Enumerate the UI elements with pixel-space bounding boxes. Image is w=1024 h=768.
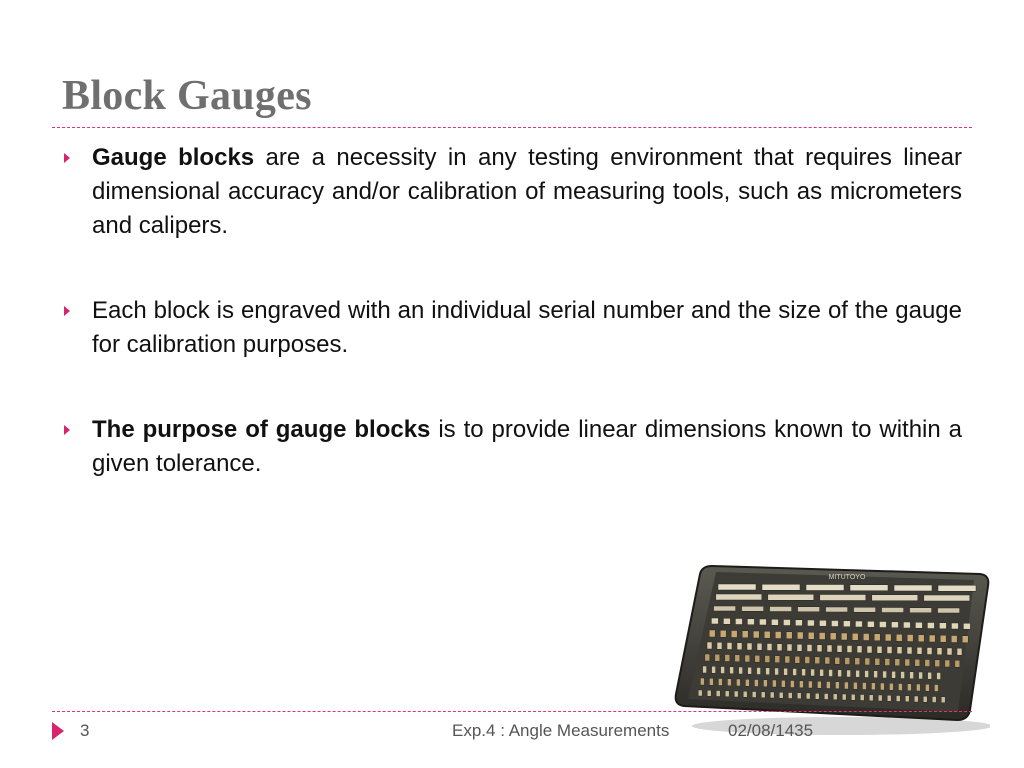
gauge-block: [811, 669, 815, 676]
bullet-arrow-icon: [64, 153, 70, 163]
gauge-block: [797, 693, 801, 699]
gauge-block: [757, 643, 762, 650]
gauge-block: [879, 622, 886, 628]
gauge-block: [875, 658, 880, 665]
bullet-item-purpose: [62, 413, 962, 481]
gauge-block: [867, 621, 874, 627]
gauge-block: [700, 678, 704, 685]
gauge-block: [907, 647, 912, 654]
gauge-block: [727, 643, 732, 650]
gauge-block: [714, 606, 736, 611]
gauge-block: [935, 660, 940, 667]
gauge-block: [717, 642, 722, 649]
gauge-block: [851, 694, 855, 700]
bullet-item-gauge-blocks: [62, 141, 962, 243]
footer-date: 02/08/1435: [728, 721, 814, 740]
gauge-block: [718, 584, 756, 590]
gauge-block: [742, 606, 764, 611]
gauge-block: [795, 656, 800, 663]
gauge-block: [923, 696, 927, 702]
slide-title: Block Gauges: [62, 73, 312, 119]
gauge-block: [830, 633, 836, 640]
gauge-block: [826, 682, 830, 689]
footer-title: Exp.4 : Angle Measurements: [452, 721, 670, 740]
gauge-block: [815, 657, 820, 664]
gauge-block: [878, 695, 882, 701]
gauge-block: [826, 607, 848, 612]
gauge-block: [711, 618, 718, 624]
gauge-block: [852, 633, 858, 640]
gauge-block: [787, 644, 792, 651]
gauge-block: [889, 683, 893, 690]
gauge-block: [867, 646, 872, 653]
gauge-block: [707, 690, 711, 696]
gauge-block: [765, 656, 770, 663]
gauge-block: [905, 696, 909, 702]
gauge-block: [723, 618, 730, 624]
gauge-block: [819, 633, 825, 640]
bullet-item-serial-number: [62, 294, 962, 362]
gauge-block: [817, 645, 822, 652]
gauge-block: [916, 684, 920, 691]
gauge-block: [847, 670, 851, 677]
gauge-block: [874, 671, 878, 678]
gauge-block: [855, 621, 862, 627]
gauge-block: [947, 648, 952, 655]
gauge-block: [829, 670, 833, 677]
gauge-block: [955, 660, 960, 667]
gauge-block: [797, 644, 802, 651]
gauge-block: [880, 683, 884, 690]
gauge-block: [759, 619, 766, 625]
gauge-block: [745, 679, 749, 686]
gauge-block: [748, 667, 752, 674]
gauge-block: [835, 657, 840, 664]
footer-divider: [52, 711, 972, 712]
gauge-block-set-photo: [672, 560, 990, 736]
gauge-block: [716, 594, 762, 600]
gauge-block: [772, 680, 776, 687]
gauge-block: [747, 643, 752, 650]
gauge-block: [705, 654, 710, 661]
gauge-block: [806, 693, 810, 699]
gauge-block: [897, 647, 902, 654]
gauge-block: [838, 670, 842, 677]
gauge-block: [815, 693, 819, 699]
gauge-block: [783, 620, 790, 626]
bullet-arrow-icon: [64, 425, 70, 435]
gauge-block: [775, 632, 781, 639]
gauge-block: [799, 681, 803, 688]
gauge-block: [707, 642, 712, 649]
gauge-block: [806, 585, 844, 591]
gauge-block: [770, 607, 792, 612]
gauge-block: [788, 693, 792, 699]
gauge-block: [808, 632, 814, 639]
gauge-block: [743, 691, 747, 697]
gauge-block: [793, 669, 797, 676]
gauge-block: [757, 668, 761, 675]
gauge-block: [865, 671, 869, 678]
gauge-block: [827, 645, 832, 652]
gauge-block: [905, 659, 910, 666]
gauge-block: [892, 671, 896, 678]
gauge-block: [775, 668, 779, 675]
gauge-block: [819, 620, 826, 626]
page-number: 3: [80, 721, 90, 740]
gauge-block: [735, 655, 740, 662]
gauge-block: [951, 636, 957, 643]
gauge-block: [764, 631, 770, 638]
gauge-block: [825, 657, 830, 664]
gauge-block: [869, 695, 873, 701]
gauge-block: [928, 672, 932, 679]
gauge-block: [847, 646, 852, 653]
gauge-block: [865, 658, 870, 665]
bullet-list: [62, 141, 962, 532]
gauge-block: [937, 673, 941, 680]
gauge-block: [807, 620, 814, 626]
gauge-block: [712, 666, 716, 673]
gauge-block: [766, 668, 770, 675]
gauge-block: [872, 595, 918, 601]
gauge-block: [753, 631, 759, 638]
gauge-block: [857, 646, 862, 653]
gauge-block: [883, 671, 887, 678]
gauge-block: [941, 697, 945, 703]
gauge-block: [739, 667, 743, 674]
gauge-block: [784, 668, 788, 675]
gauge-block: [874, 634, 880, 641]
gauge-block: [727, 679, 731, 686]
gauge-block: [945, 660, 950, 667]
gauge-block: [885, 634, 891, 641]
gauge-block: [698, 690, 702, 696]
gauge-block: [887, 647, 892, 654]
gauge-block: [761, 692, 765, 698]
gauge-block: [915, 622, 922, 628]
case-brand-label: MITUTOYO: [828, 574, 866, 581]
gauge-block: [786, 632, 792, 639]
bullet-text: Each block is engraved with an individual serial number and the size of the gauge for calibration purposes.: [92, 297, 962, 358]
gauge-block: [718, 679, 722, 686]
gauge-block: [730, 667, 734, 674]
gauge-block: [885, 659, 890, 666]
gauge-block: [762, 584, 800, 590]
gauge-block: [927, 623, 934, 629]
gauge-block: [798, 607, 820, 612]
gauge-block: [775, 656, 780, 663]
gauge-block: [817, 681, 821, 688]
gauge-block: [736, 679, 740, 686]
gauge-block: [716, 691, 720, 697]
gauge-block: [824, 694, 828, 700]
gauge-block: [894, 585, 932, 591]
gauge-block: [703, 666, 707, 673]
gauge-block: [903, 622, 910, 628]
gauge-block: [842, 694, 846, 700]
gauge-block: [771, 619, 778, 625]
gauge-block: [709, 630, 715, 637]
gauge-block: [835, 682, 839, 689]
gauge-block: [752, 692, 756, 698]
gauge-block: [957, 648, 962, 655]
gauge-block: [882, 608, 904, 613]
gauge-block: [860, 695, 864, 701]
gauge-block: [820, 595, 866, 601]
gauge-block: [938, 608, 960, 613]
gauge-block: [745, 655, 750, 662]
bullet-text: is to provide linear dimensions known to within a given tolerance.: [92, 416, 963, 477]
gauge-block: [833, 694, 837, 700]
gauge-block: [797, 632, 803, 639]
gauge-block: [831, 621, 838, 627]
gauge-block: [731, 631, 737, 638]
gauge-block: [837, 645, 842, 652]
gauge-block: [932, 697, 936, 703]
gauge-block: [962, 636, 968, 643]
gauge-block: [795, 620, 802, 626]
gauge-block: [914, 696, 918, 702]
bullet-bold-text: The purpose of gauge blocks: [92, 416, 431, 443]
gauge-block: [925, 660, 930, 667]
gauge-block: [924, 595, 970, 601]
gauge-block: [934, 685, 938, 692]
bullet-text: are a necessity in any testing environment that requires linear dimensional accuracy and/or calibration of measuring tools, such as micrometers and calipers.: [92, 144, 962, 239]
gauge-block: [891, 622, 898, 628]
gauge-block: [951, 623, 958, 629]
gauge-block: [917, 647, 922, 654]
gauge-block: [940, 635, 946, 642]
bullet-arrow-icon: [64, 306, 70, 316]
gauge-block: [910, 608, 932, 613]
gauge-block: [901, 672, 905, 679]
gauge-block: [721, 667, 725, 674]
gauge-block: [963, 623, 970, 629]
gauge-block: [895, 659, 900, 666]
gauge-block: [779, 692, 783, 698]
title-divider: [52, 127, 972, 128]
gauge-block: [725, 655, 730, 662]
gauge-block: [938, 585, 976, 591]
gauge-block: [770, 692, 774, 698]
gauge-block: [709, 678, 713, 685]
gauge-block: [856, 670, 860, 677]
gauge-block: [735, 619, 742, 625]
gauge-block: [781, 680, 785, 687]
gauge-block: [785, 656, 790, 663]
gauge-block: [871, 683, 875, 690]
gauge-block: [862, 683, 866, 690]
gauge-block: [747, 619, 754, 625]
gauge-block: [755, 655, 760, 662]
gauge-block: [725, 691, 729, 697]
gauge-block: [855, 658, 860, 665]
gauge-block: [929, 635, 935, 642]
gauge-block: [910, 672, 914, 679]
gauge-block: [854, 607, 876, 612]
gauge-block: [802, 669, 806, 676]
gauge-block: [907, 684, 911, 691]
gauge-block: [768, 594, 814, 600]
gauge-block: [808, 681, 812, 688]
gauge-block: [896, 634, 902, 641]
gauge-block: [925, 684, 929, 691]
gauge-block: [877, 646, 882, 653]
gauge-block: [850, 585, 888, 591]
bullet-bold-text: Gauge blocks: [92, 144, 255, 171]
gauge-block: [763, 680, 767, 687]
gauge-block: [742, 631, 748, 638]
gauge-block: [937, 648, 942, 655]
gauge-block: [863, 634, 869, 641]
gauge-block: [790, 681, 794, 688]
gauge-block: [896, 696, 900, 702]
gauge-block: [919, 672, 923, 679]
gauge-block: [777, 644, 782, 651]
gauge-block: [737, 643, 742, 650]
gauge-block: [915, 659, 920, 666]
gauge-block: [845, 658, 850, 665]
gauge-block: [939, 623, 946, 629]
gauge-block: [918, 635, 924, 642]
gauge-block: [715, 654, 720, 661]
gauge-block: [805, 657, 810, 664]
gauge-block: [927, 648, 932, 655]
gauge-block: [734, 691, 738, 697]
gauge-block: [843, 621, 850, 627]
gauge-block: [887, 695, 891, 701]
gauge-block: [907, 635, 913, 642]
gauge-block: [853, 682, 857, 689]
gauge-block: [807, 645, 812, 652]
gauge-block: [720, 630, 726, 637]
gauge-block: [844, 682, 848, 689]
gauge-block: [820, 669, 824, 676]
gauge-block: [841, 633, 847, 640]
gauge-block: [754, 680, 758, 687]
gauge-block: [767, 644, 772, 651]
footer-arrow-icon: [52, 722, 64, 740]
gauge-block: [898, 684, 902, 691]
